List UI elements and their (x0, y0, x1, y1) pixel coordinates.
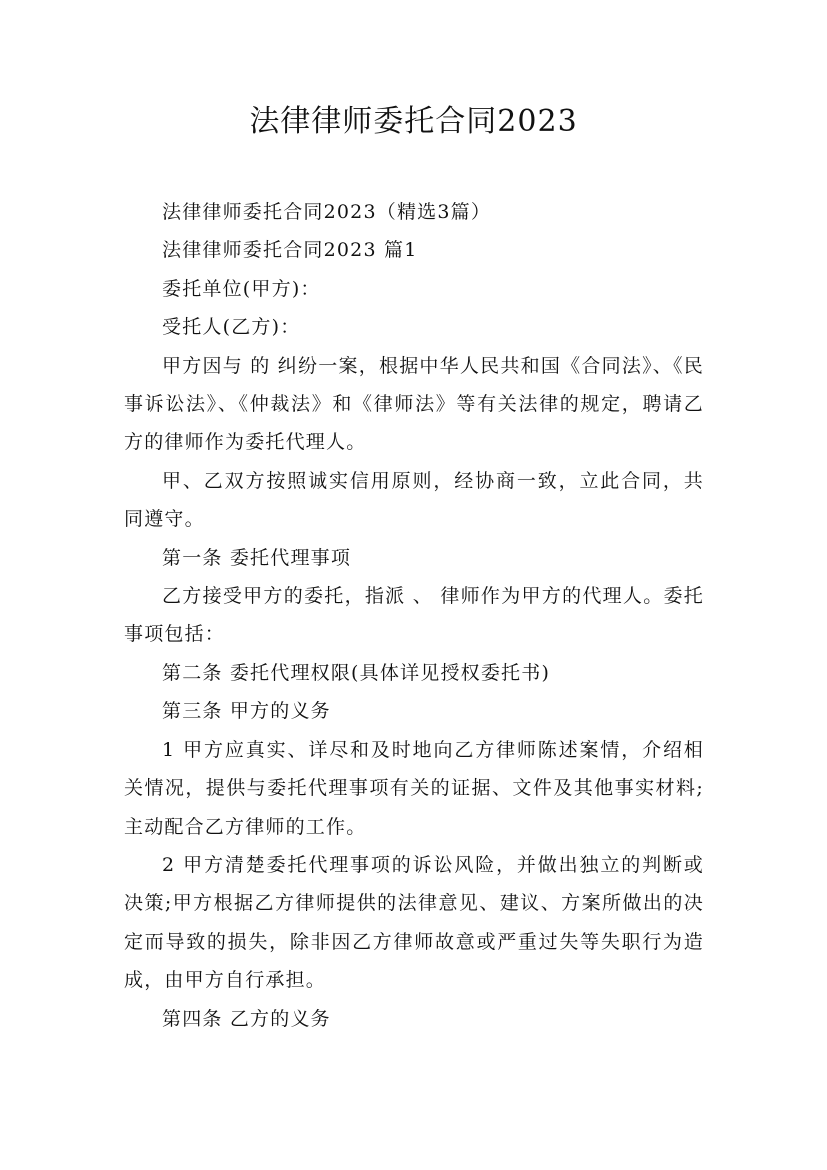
paragraph-party-a: 委托单位(甲方)： (162, 277, 321, 300)
document-title: 法律律师委托合同2023 (249, 104, 578, 139)
article-2-heading: 第二条 委托代理权限(具体详见授权委托书) (162, 661, 551, 684)
article-1-heading: 第一条 委托代理事项 (162, 546, 352, 569)
paragraph-part-heading: 法律律师委托合同2023 篇1 (162, 239, 418, 262)
paragraph-intro: 甲方因与 的 纠纷一案，根据中华人民共和国《合同法》、《民事诉讼法》、《仲裁法》和《律师法》等有关法律的规定，聘请乙方的律师作为委托代理人。 (124, 354, 704, 454)
article-4-heading: 第四条 乙方的义务 (162, 1007, 331, 1030)
document-body (124, 193, 704, 1038)
paragraph-subtitle: 法律律师委托合同2023（精选3篇） (162, 201, 492, 223)
paragraph-agreement: 甲、乙双方按照诚实信用原则，经协商一致，立此合同，共同遵守。 (124, 469, 704, 531)
article-3-heading: 第三条 甲方的义务 (162, 700, 331, 723)
article-3-item-1: 1 甲方应真实、详尽和及时地向乙方律师陈述案情，介绍相关情况，提供与委托代理事项有关的证据、文件及其他事实材料;主动配合乙方律师的工作。 (124, 738, 704, 838)
article-1-text: 乙方接受甲方的委托，指派 、 律师作为甲方的代理人。委托事项包括： (124, 585, 704, 646)
paragraph-party-b: 受托人(乙方)： (162, 316, 301, 339)
article-3-item-2: 2 甲方清楚委托代理事项的诉讼风险，并做出独立的判断或决策;甲方根据乙方律师提供的法律意见、建议、方案所做出的决定而导致的损失，除非因乙方律师故意或严重过失等失职行为造成，由甲方自行承担。 (124, 853, 704, 992)
